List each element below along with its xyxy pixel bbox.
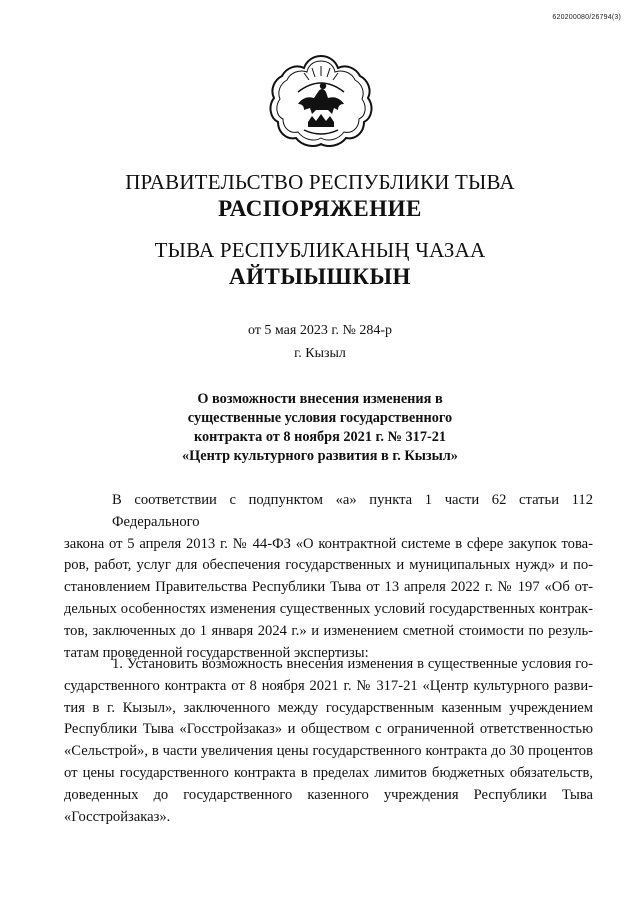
document-type-ru: РАСПОРЯЖЕНИЕ xyxy=(218,196,422,221)
paragraph-line: В соответствии с подпунктом «а» пункта 1 части 62 статьи 112 Федерального xyxy=(112,492,593,530)
preamble-paragraph xyxy=(64,490,593,664)
subject-line: контракта от 8 ноября 2021 г. № 317-21 xyxy=(193,429,447,445)
paragraph-line: от цены государственного контракта в пределах лимитов бюджетных обязательств, xyxy=(64,764,593,781)
document-id: 620200080/26794(3) xyxy=(552,14,621,21)
paragraph-line: становлением Правительства Республики Тыва от 13 апреля 2022 г. № 197 «Об от- xyxy=(64,579,593,596)
subject-line: О возможности внесения изменения в xyxy=(197,391,443,407)
subject-line: существенные условия государственного xyxy=(187,410,453,426)
document-place: г. Кызыл xyxy=(294,346,346,361)
paragraph-line: 1. Установить возможность внесения изменения в существенные условия го- xyxy=(112,656,593,672)
paragraph-line: «Госстройзаказ». xyxy=(64,808,171,825)
paragraph-line: ров, работ, услуг для обеспечения государственных и муниципальных нужд» и по- xyxy=(64,557,593,574)
paragraph-line: тия в г. Кызыл», заключенного между государственным казенным учреждением xyxy=(64,699,593,716)
government-title-tyv: ТЫВА РЕСПУБЛИКАНЫҢ ЧАЗАА xyxy=(154,238,486,262)
paragraph-line: Республики Тыва «Госстройзаказ» и обществом с ограниченной ответственностью xyxy=(64,721,593,738)
document-date-number: от 5 мая 2023 г. № 284-р xyxy=(247,323,393,338)
paragraph-line: тов, заключенных до 1 января 2024 г.» и изменением сметной стоимости по резуль- xyxy=(64,622,593,639)
document-subject xyxy=(120,390,520,466)
tuva-coat-of-arms-icon xyxy=(268,52,374,150)
document-type-tyv: АЙТЫЫШКЫН xyxy=(229,264,411,289)
paragraph-line: сударственного контракта от 8 ноября 2021 г. № 317-21 «Центр культурного разви- xyxy=(64,677,593,694)
clause-1-paragraph xyxy=(64,654,593,828)
paragraph-line: доведенных до государственного казенного учреждения Республики Тыва xyxy=(64,786,593,803)
paragraph-line: татам проведенной государственной экспертизы: xyxy=(64,644,369,661)
subject-line: «Центр культурного развития в г. Кызыл» xyxy=(182,448,458,464)
government-title-ru: ПРАВИТЕЛЬСТВО РЕСПУБЛИКИ ТЫВА xyxy=(125,170,515,194)
paragraph-line: «Сельстрой», в части увеличения цены государственного контракта до 30 процентов xyxy=(64,743,593,760)
paragraph-line: закона от 5 апреля 2013 г. № 44-ФЗ «О контрактной системе в сфере закупок това- xyxy=(64,535,593,552)
paragraph-line: дельных особенностях изменения существенных условий государственных контрак- xyxy=(64,600,593,617)
